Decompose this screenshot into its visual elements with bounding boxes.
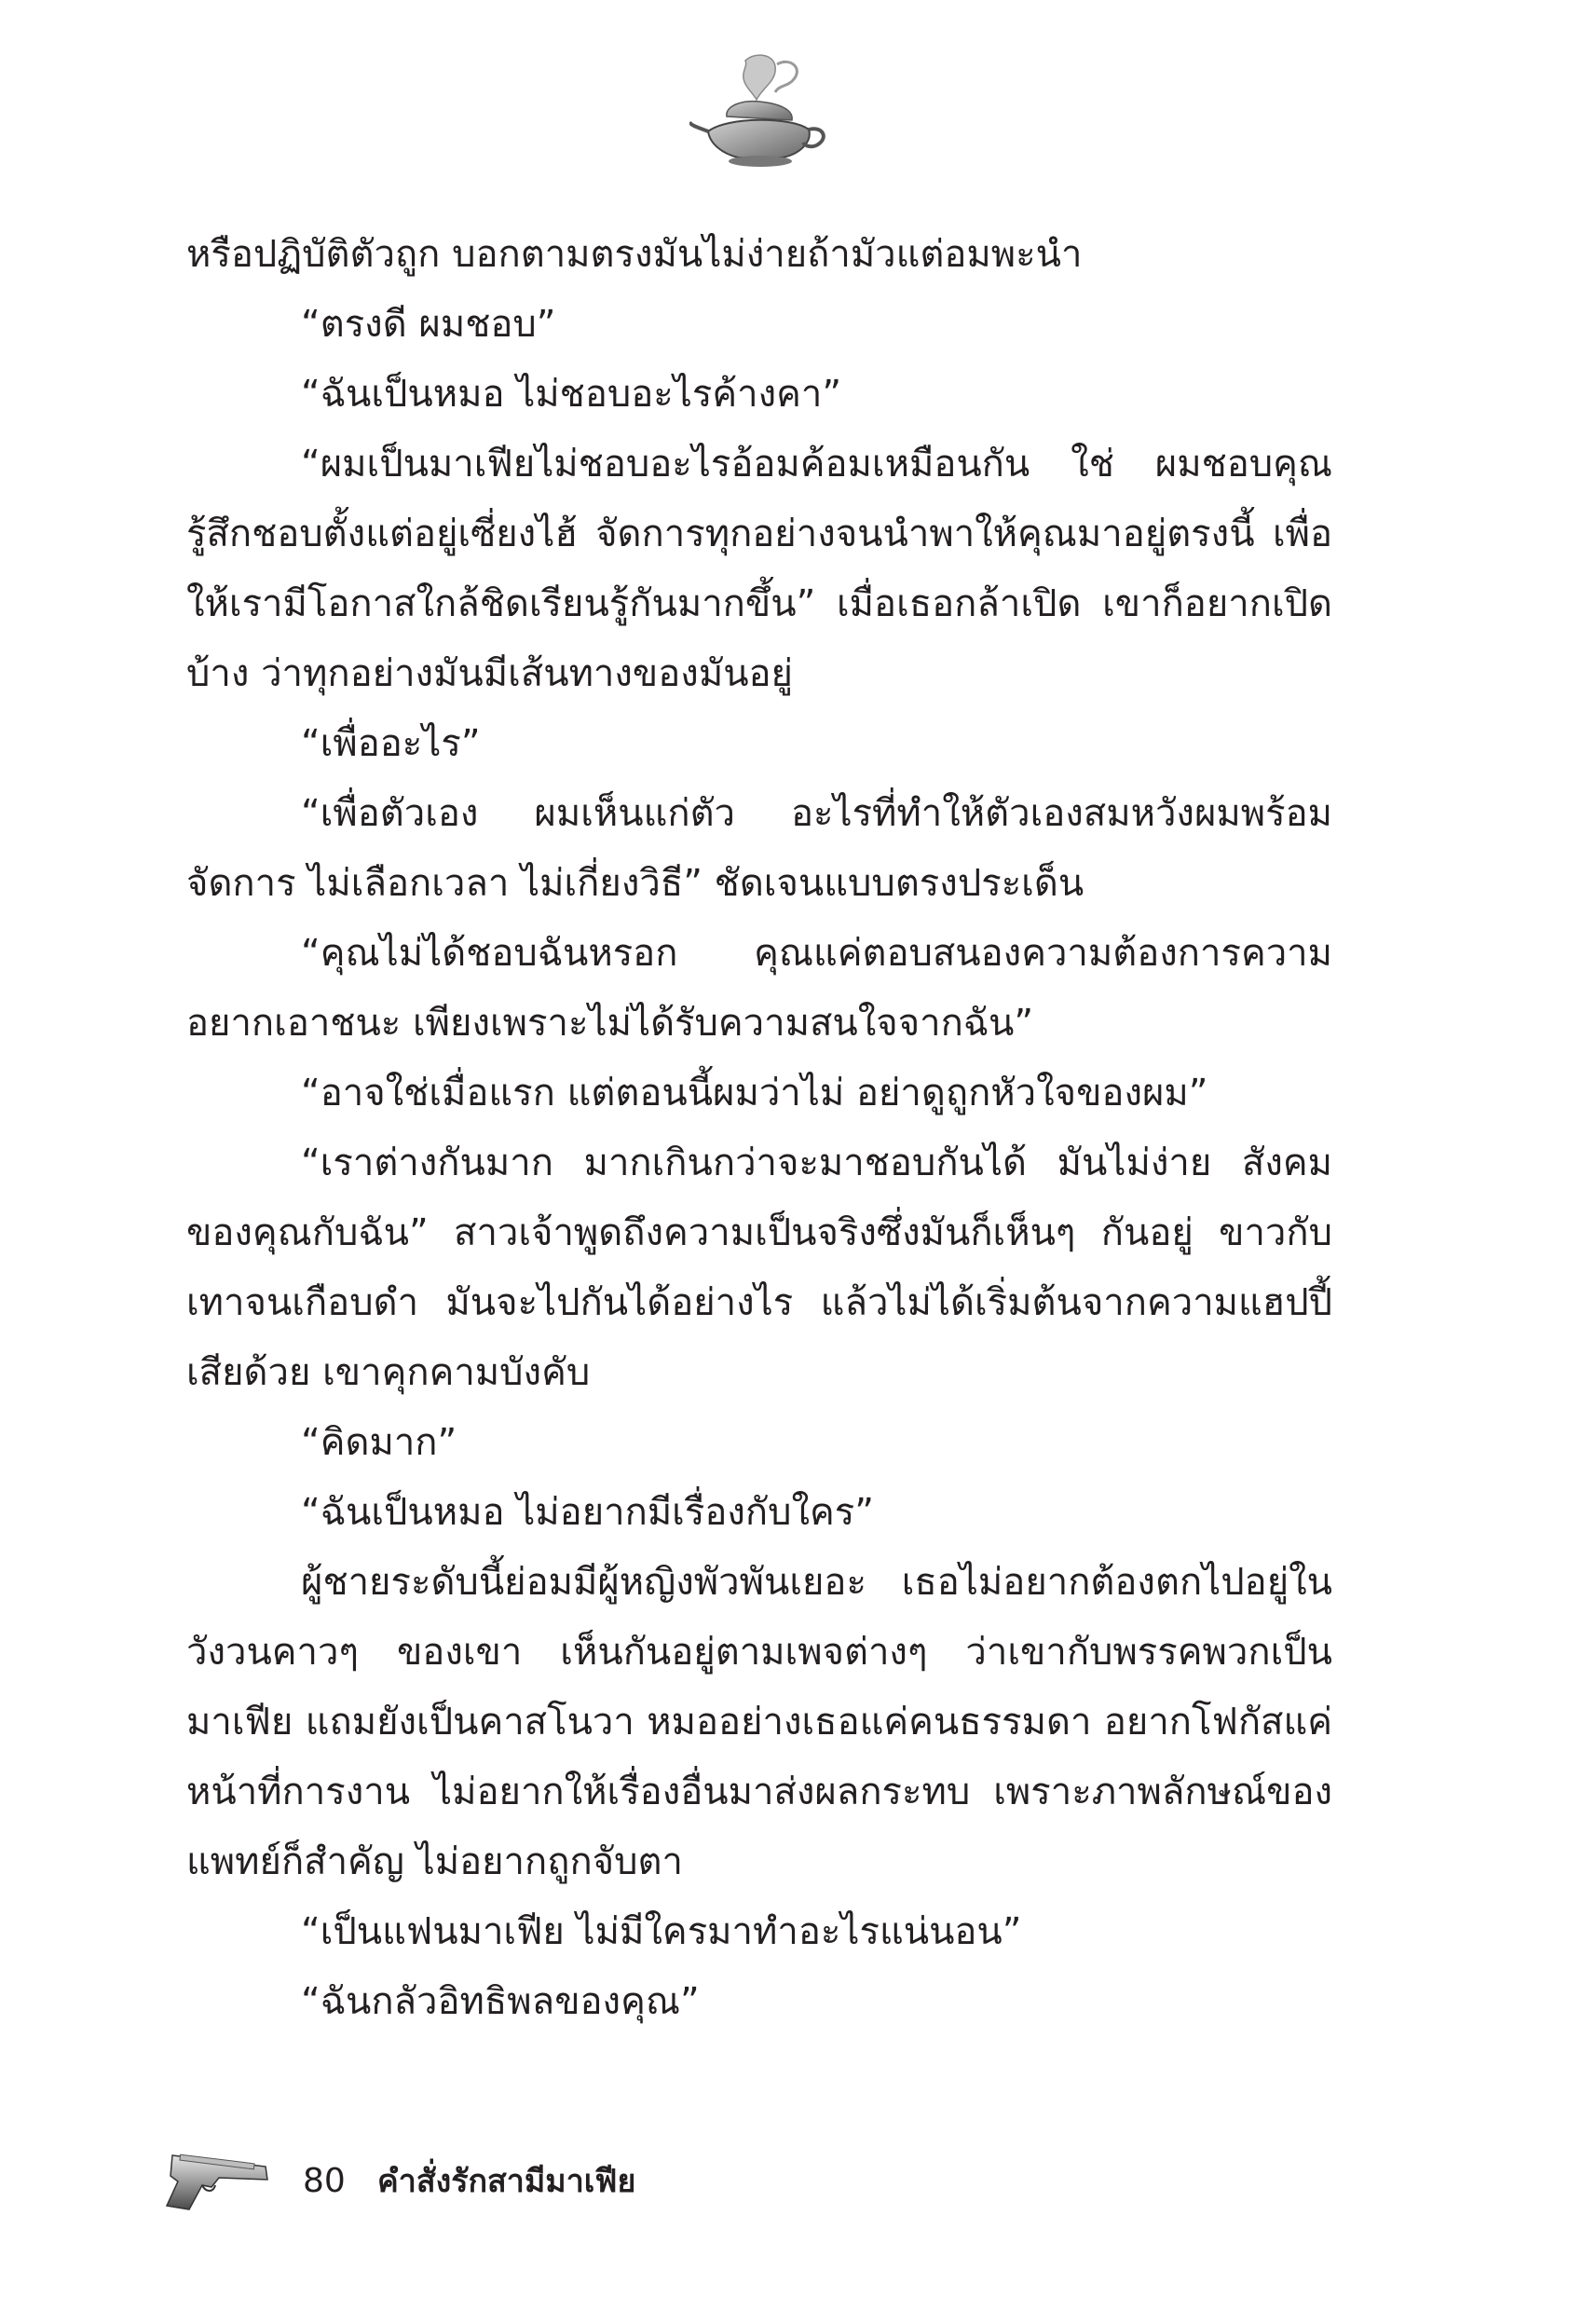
paragraph: “เพื่อตัวเอง ผมเห็นแก่ตัว อะไรที่ทำให้ตัวเองสมหวังผมพร้อมจัดการ ไม่เลือกเวลา ไม่เกี่ยงวิธี” ชัดเจนแบบตรงประเด็น	[186, 792, 1332, 905]
paragraph: “คุณไม่ได้ชอบฉันหรอก คุณแค่ตอบสนองความต้องการความอยากเอาชนะ เพียงเพราะไม่ได้รับความสนใจจากฉัน”	[186, 932, 1332, 1045]
paragraph: “ผมเป็นมาเฟียไม่ชอบอะไรอ้อมค้อมเหมือนกัน ใช่ ผมชอบคุณ รู้สึกชอบตั้งแต่อยู่เซี่ยงไฮ้ จัดการทุกอย่างจนนำพาให้คุณมาอยู่ตรงนี้ เพื่อให้เรามีโอกาสใกล้ชิดเรียนรู้กันมากขึ้น” เมื่อเธอกล้าเปิด เขาก็อยากเปิดบ้าง ว่าทุกอย่างมันมีเส้นทางของมันอยู่	[186, 443, 1332, 695]
paragraph: “เราต่างกันมาก มากเกินกว่าจะมาชอบกันได้ มันไม่ง่าย สังคมของคุณกับฉัน” สาวเจ้าพูดถึงความเป็นจริงซึ่งมันก็เห็นๆ กันอยู่ ขาวกับเทาจนเกือบดำ มันจะไปกันได้อย่างไร แล้วไม่ได้เริ่มต้นจากความแฮปปี้เสียด้วย เขาคุกคามบังคับ	[186, 1142, 1332, 1394]
lamp-ornament-icon	[689, 51, 829, 172]
body-text	[186, 220, 1332, 2037]
page-footer	[154, 2139, 899, 2222]
paragraph: ผู้ชายระดับนี้ย่อมมีผู้หญิงพัวพันเยอะ เธอไม่อยากต้องตกไปอยู่ในวังวนคาวๆ ของเขา เห็นกันอยู่ตามเพจต่างๆ ว่าเขากับพรรคพวกเป็นมาเฟีย แถมยังเป็นคาสโนวา หมออย่างเธอแค่คนธรรมดา อยากโฟกัสแค่หน้าที่การงาน ไม่อยากให้เรื่องอื่นมาส่งผลกระทบ เพราะภาพลักษณ์ของแพทย์ก็สำคัญ ไม่อยากถูกจับตา	[186, 1561, 1332, 1883]
page-number: 80	[303, 2162, 346, 2200]
book-title: คำสั่งรักสามีมาเฟีย	[377, 2163, 636, 2200]
pistol-icon	[154, 2139, 275, 2213]
paragraph: “เป็นแฟนมาเฟีย ไม่มีใครมาทำอะไรแน่นอน”	[301, 1910, 1022, 1953]
paragraph: “ฉันกลัวอิทธิพลของคุณ”	[301, 1980, 700, 2023]
paragraph: “อาจใช่เมื่อแรก แต่ตอนนี้ผมว่าไม่ อย่าดูถูกหัวใจของผม”	[301, 1072, 1208, 1114]
paragraph: “คิดมาก”	[301, 1421, 457, 1464]
paragraph: “ฉันเป็นหมอ ไม่ชอบอะไรค้างคา”	[301, 373, 842, 416]
paragraph: “ฉันเป็นหมอ ไม่อยากมีเรื่องกับใคร”	[301, 1491, 874, 1534]
paragraph: หรือปฏิบัติตัวถูก บอกตามตรงมันไม่ง่ายถ้ามัวแต่อมพะนำ	[186, 233, 1083, 276]
paragraph: “เพื่ออะไร”	[301, 722, 481, 765]
paragraph: “ตรงดี ผมชอบ”	[301, 303, 556, 346]
